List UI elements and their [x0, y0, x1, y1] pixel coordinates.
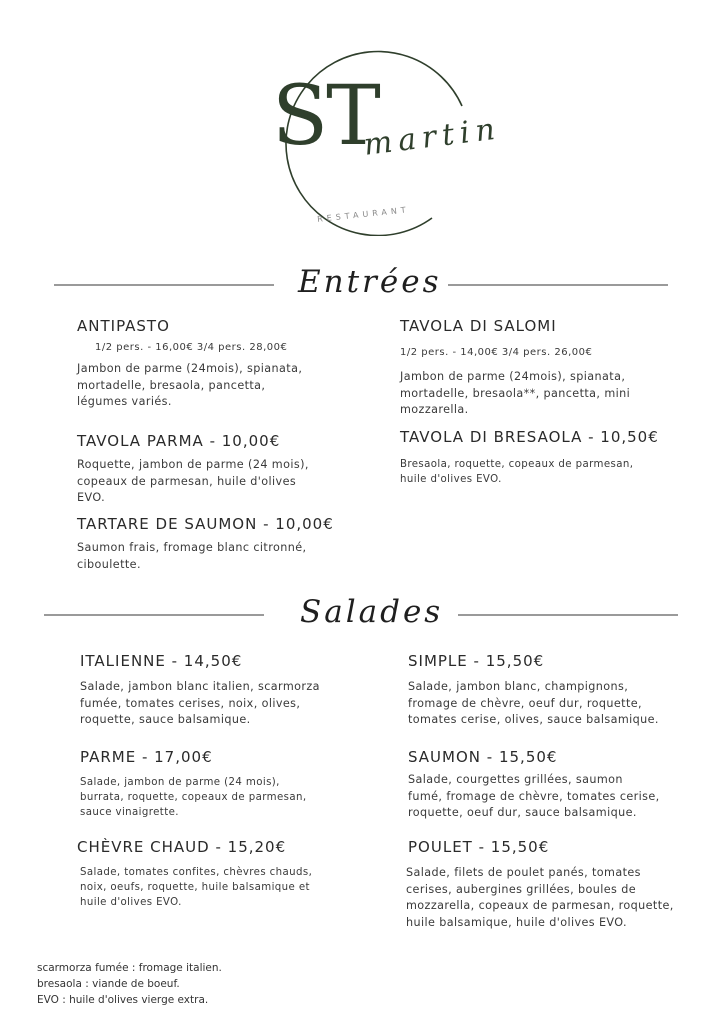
item-description: Jambon de parme (24mois), spianata, mortadelle, bresaola, pancetta, légumes variés.: [77, 362, 303, 408]
item-title: SAUMON - 15,50€: [408, 748, 558, 766]
item-description: Salade, jambon blanc italien, scarmorza fumée, tomates cerises, noix, olives, roquette, sauce balsamique.: [80, 680, 320, 726]
logo-script: martin: [361, 111, 503, 163]
item-title: TARTARE DE SAUMON - 10,00€: [77, 515, 334, 533]
entrees-rule-left: [54, 284, 274, 286]
item-title: TAVOLA DI SALOMI: [400, 317, 557, 335]
footnote: scarmorza fumée : fromage italien.: [37, 962, 222, 974]
item-title: ANTIPASTO: [77, 317, 170, 335]
item-description: Roquette, jambon de parme (24 mois), copeaux de parmesan, huile d'olives EVO.: [77, 458, 309, 504]
salades-rule-right: [458, 614, 678, 616]
item-description: Salade, tomates confites, chèvres chauds, noix, oeufs, roquette, huile balsamique et huile d'olives EVO.: [80, 867, 313, 908]
salades-heading: Salades: [300, 594, 444, 630]
item-description: Salade, filets de poulet panés, tomates cerises, aubergines grillées, boules de mozzarella, copeaux de parmesan, roquette, huile balsamique, huile d'olives EVO.: [406, 866, 674, 929]
item-description: Bresaola, roquette, copeaux de parmesan, huile d'olives EVO.: [400, 459, 634, 485]
item-description: Saumon frais, fromage blanc citronné, ciboulette.: [77, 541, 307, 571]
entrees-rule-right: [448, 284, 668, 286]
footnotes: [37, 960, 222, 1008]
item-description: Salade, jambon blanc, champignons, fromage de chèvre, oeuf dur, roquette, tomates cerise, olives, sauce balsamique.: [408, 680, 659, 726]
logo-subtitle: RESTAURANT: [316, 205, 411, 224]
item-title: POULET - 15,50€: [408, 838, 550, 856]
item-title: PARME - 17,00€: [80, 748, 213, 766]
item-title: TAVOLA DI BRESAOLA - 10,50€: [400, 428, 659, 446]
item-title: ITALIENNE - 14,50€: [80, 652, 243, 670]
item-prices: 1/2 pers. - 14,00€ 3/4 pers. 26,00€: [400, 347, 593, 358]
footnote: bresaola : viande de boeuf.: [37, 978, 180, 990]
item-description: Salade, courgettes grillées, saumon fumé, fromage de chèvre, tomates cerise, roquette, oeuf dur, sauce balsamique.: [408, 773, 660, 819]
entrees-heading: Entrées: [298, 264, 442, 300]
footnote: EVO : huile d'olives vierge extra.: [37, 994, 209, 1006]
item-title: SIMPLE - 15,50€: [408, 652, 545, 670]
item-title: CHÈVRE CHAUD - 15,20€: [77, 838, 287, 856]
restaurant-logo: [262, 36, 522, 236]
logo-main: ST: [272, 69, 379, 164]
item-description: Jambon de parme (24mois), spianata, mortadelle, bresaola**, pancetta, mini mozzarella.: [400, 370, 631, 416]
salades-rule-left: [44, 614, 264, 616]
item-prices: 1/2 pers. - 16,00€ 3/4 pers. 28,00€: [95, 342, 288, 353]
item-description: Salade, jambon de parme (24 mois), burrata, roquette, copeaux de parmesan, sauce vinaigrette.: [80, 777, 307, 818]
item-title: TAVOLA PARMA - 10,00€: [77, 432, 281, 450]
